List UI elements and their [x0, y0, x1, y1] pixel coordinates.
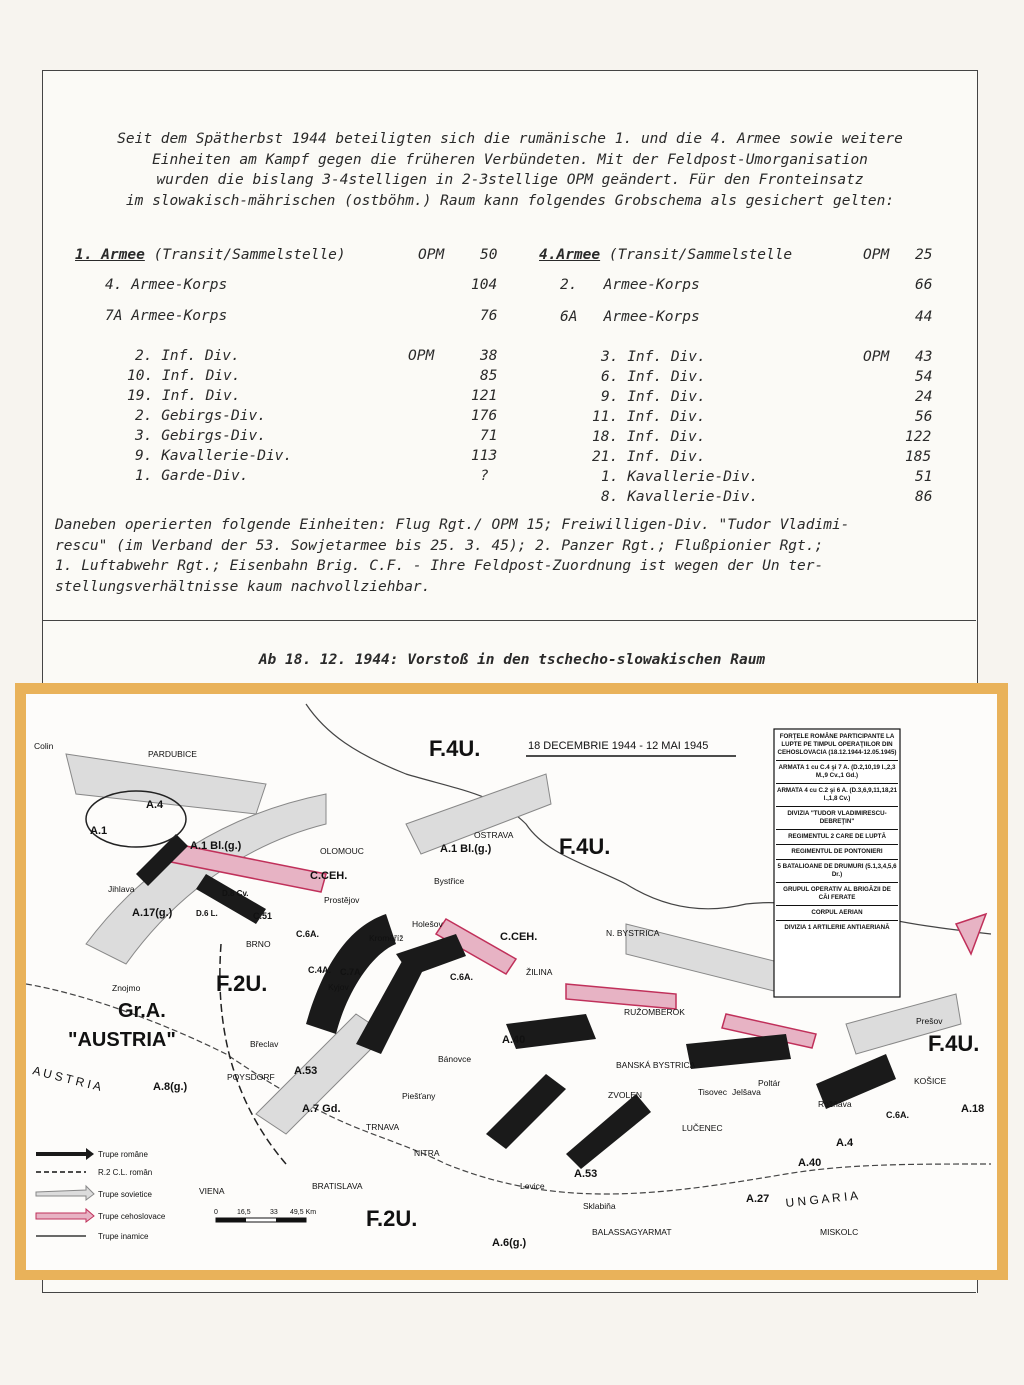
- right-army-num: 25: [915, 247, 933, 263]
- left-div-num: ?: [480, 468, 489, 484]
- left-corps-label: 7A Armee-Korps: [105, 308, 228, 324]
- front-label: F.4U.: [429, 736, 481, 761]
- legend-title: FORŢELE ROMÂNE PARTICIPANTE LA LUPTE PE TIMPUL OPERAŢIILOR DIN CEHOSLOVACIA (18.12.1944-12.05.1945): [776, 731, 898, 761]
- city-label: Jihlava: [108, 884, 135, 894]
- front-label: F.2U.: [216, 971, 268, 996]
- city-label: Prešov: [916, 1016, 943, 1026]
- city-label: Prostějov: [324, 895, 360, 905]
- legend-item: ARMATA 4 cu C.2 şi 6 A. (D.3,6,9,11,18,21 I.,1,8 Cv.): [776, 784, 898, 807]
- unit-label: A.7 Gd.: [302, 1103, 341, 1115]
- left-div-label: 3. Gebirgs-Div.: [135, 428, 266, 444]
- left-div-num: 113: [471, 448, 498, 464]
- city-label: Jelšava: [732, 1087, 761, 1097]
- city-label: NITRA: [414, 1148, 440, 1158]
- left-div-num: 85: [480, 368, 498, 384]
- soviet-arrow: [66, 754, 266, 814]
- right-div-opm: OPM: [863, 349, 890, 365]
- unit-label: A.27: [746, 1193, 770, 1205]
- right-div-num: 51: [915, 469, 933, 485]
- unit-label: A.17(g.): [132, 907, 173, 919]
- key-romanian-symbol: [36, 1148, 94, 1160]
- czech-arrow: [956, 914, 986, 954]
- unit-label: A.40: [798, 1157, 822, 1169]
- right-corps-num: 44: [915, 309, 933, 325]
- section-divider: [42, 620, 976, 621]
- city-label: BANSKÁ BYSTRICA: [616, 1060, 696, 1070]
- left-div-label: 2. Inf. Div.: [135, 348, 240, 364]
- city-label: KOŠICE: [914, 1076, 947, 1086]
- unit-label: A.53: [294, 1065, 318, 1077]
- map-caption: Ab 18. 12. 1944: Vorstoß in den tschecho-slowakischen Raum: [258, 652, 766, 668]
- city-label: BRNO: [246, 939, 271, 949]
- city-label: Bánovce: [438, 1054, 472, 1064]
- key-czech-symbol: [36, 1209, 94, 1222]
- unit-label: A.1: [90, 825, 108, 837]
- city-label: N. BYSTRICA: [606, 928, 660, 938]
- right-div-label: 6. Inf. Div.: [601, 369, 706, 385]
- left-div-label: 9. Kavallerie-Div.: [135, 448, 293, 464]
- country-label: "AUSTRIA": [68, 1029, 176, 1051]
- intro-paragraph: [43, 129, 977, 211]
- left-div-num: 121: [471, 388, 498, 404]
- after-line: 1. Luftabwehr Rgt.; Eisenbahn Brig. C.F. - Ihre Feldpost-Zuordnung ist wegen der Un ter-: [55, 558, 824, 574]
- right-div-num: 122: [905, 429, 932, 445]
- scale-tick: 16,5: [237, 1209, 251, 1216]
- unit-label: A.4: [836, 1137, 854, 1149]
- legend-item: REGIMENTUL 2 CARE DE LUPTĂ: [776, 830, 898, 845]
- czech-arrow: [566, 984, 676, 1009]
- legend-item: 5 BATALIOANE DE DRUMURI (5.1,3,4,5,6 Dr.): [776, 860, 898, 883]
- right-corps-label: 6A Armee-Korps: [560, 309, 700, 325]
- romanian-arrow: [686, 1034, 791, 1069]
- scale-tick: 49,5 Km: [290, 1209, 317, 1216]
- city-label: Znojmo: [112, 983, 141, 993]
- city-label: ZVOLEN: [608, 1090, 643, 1100]
- intro-line: im slowakisch-mährischen (ostböhm.) Raum kann folgendes Grobschema als gesichert gelten:: [125, 192, 895, 209]
- scale-bar: [214, 1209, 316, 1222]
- unit-label: D.6 L.: [196, 909, 218, 918]
- scale-tick: 33: [270, 1209, 278, 1216]
- country-label: Gr.A.: [118, 1000, 166, 1022]
- key-label: Trupe inamice: [98, 1232, 149, 1241]
- city-label: BRATISLAVA: [312, 1181, 363, 1191]
- right-army-note: (Transit/Sammelstelle: [600, 247, 793, 263]
- unit-label: A.53: [574, 1168, 598, 1180]
- city-label: PARDUBICE: [148, 749, 197, 759]
- city-label: Kroměříž: [369, 933, 404, 943]
- legend-item: CORPUL AERIAN: [776, 906, 898, 921]
- unit-label: A.4: [146, 799, 164, 811]
- key-label: R.2 C.L. român: [98, 1168, 153, 1177]
- after-line: rescu" (im Verband der 53. Sowjetarmee bis 25. 3. 45); 2. Panzer Rgt.; Flußpionier Rgt.;: [55, 537, 824, 554]
- right-army-opm: OPM: [863, 247, 890, 263]
- date-banner: 18 DECEMBRIE 1944 - 12 MAI 1945: [528, 740, 709, 752]
- city-label: Tisovec: [698, 1087, 727, 1097]
- city-label: LUČENEC: [682, 1123, 723, 1133]
- city-label: Colin: [34, 741, 54, 751]
- unit-label: C.6A.: [450, 972, 474, 982]
- right-div-label: 1. Kavallerie-Div.: [601, 469, 759, 485]
- page-bottom-rule: [42, 1292, 976, 1293]
- city-label: Sklabiňa: [583, 1201, 616, 1211]
- unit-label: C.7A: [340, 967, 361, 977]
- unit-label: A.40: [502, 1034, 526, 1046]
- soviet-arrow: [406, 774, 551, 854]
- left-div-label: 1. Garde-Div.: [135, 468, 249, 484]
- right-div-label: 9. Inf. Div.: [601, 389, 706, 405]
- campaign-map: [26, 694, 997, 1270]
- right-div-label: 18. Inf. Div.: [592, 429, 706, 445]
- left-army-heading: [75, 247, 346, 263]
- unit-label: A.1 Bl.(g.): [190, 840, 242, 852]
- city-label: Holešov: [412, 919, 443, 929]
- left-div-num: 71: [480, 428, 498, 444]
- right-div-label: 3. Inf. Div.: [601, 349, 706, 365]
- after-line: stellungsverhältnisse kaum nachvollziehbar.: [55, 578, 431, 595]
- legend-item: ARMATA 1 cu C.4 şi 7 A. (D.2,10,19 I.,2,3 M.,9 Cv.,1 Gd.): [776, 761, 898, 784]
- left-div-num: 176: [471, 408, 498, 424]
- city-label: OLOMOUC: [320, 846, 364, 856]
- legend-item: GRUPUL OPERATIV AL BRIGĂZII DE CĂI FERATE: [776, 883, 898, 906]
- left-corps-num: 104: [471, 277, 498, 293]
- left-div-num: 38: [480, 348, 498, 364]
- unit-label: C.CEH.: [500, 931, 538, 943]
- city-label: ŽILINA: [526, 967, 553, 977]
- left-army-note: (Transit/Sammelstelle): [144, 247, 346, 263]
- left-army-name: 1. Armee: [75, 247, 145, 263]
- left-div-label: 2. Gebirgs-Div.: [135, 408, 266, 424]
- right-army-heading: [539, 247, 792, 263]
- key-label: Trupe sovietice: [98, 1190, 152, 1199]
- city-label: TRNAVA: [366, 1122, 400, 1132]
- city-label: Piešťany: [402, 1091, 436, 1101]
- right-div-num: 86: [915, 489, 933, 505]
- front-label: F.2U.: [366, 1206, 418, 1231]
- city-label: OSTRAVA: [474, 830, 514, 840]
- city-label: Břeclav: [250, 1039, 279, 1049]
- unit-label: C.6A.: [886, 1110, 910, 1120]
- city-label: Bystřice: [434, 876, 465, 886]
- front-label: F.4U.: [559, 834, 611, 859]
- city-label: RUŽOMBEROK: [624, 1007, 685, 1017]
- unit-label: A.6(g.): [492, 1237, 527, 1249]
- city-label: Poltár: [758, 1078, 781, 1088]
- forces-legend: [774, 729, 900, 997]
- right-div-num: 24: [915, 389, 933, 405]
- intro-line: Seit dem Spätherbst 1944 beteiligten sich die rumänische 1. und die 4. Armee sowie weitere: [117, 131, 903, 147]
- unit-label: A.8(g.): [153, 1081, 188, 1093]
- key-soviet-symbol: [36, 1186, 94, 1200]
- city-label: VIENA: [199, 1186, 225, 1196]
- after-line: Daneben operierten folgende Einheiten: Flug Rgt./ OPM 15; Freiwilligen-Div. "Tudor Vladimi-: [55, 517, 850, 533]
- right-div-label: 11. Inf. Div.: [592, 409, 706, 425]
- city-label: MISKOLC: [820, 1227, 859, 1237]
- legend-item: REGIMENTUL DE PONTONIERI: [776, 845, 898, 860]
- right-corps-num: 66: [915, 277, 933, 293]
- legend-item: DIVIZIA "TUDOR VLADIMIRESCU-DEBREŢIN": [776, 807, 898, 830]
- key-label: Trupe române: [98, 1150, 148, 1159]
- romanian-arrow: [566, 1094, 651, 1169]
- right-army-name: 4.Armee: [539, 247, 601, 263]
- right-div-num: 54: [915, 369, 933, 385]
- unit-label: D.8 Cv.: [222, 889, 249, 898]
- city-label: POYSDORF: [227, 1072, 275, 1082]
- country-label: U N G A R I A: [784, 1188, 859, 1210]
- city-label: BALASSAGYARMAT: [592, 1227, 672, 1237]
- left-corps-num: 76: [480, 308, 498, 324]
- country-label: A U S T R I A: [31, 1063, 103, 1094]
- scale-tick: 0: [214, 1209, 218, 1216]
- left-army-num: 50: [480, 247, 498, 263]
- right-corps-label: 2. Armee-Korps: [560, 277, 700, 293]
- front-label: F.4U.: [928, 1031, 980, 1056]
- unit-label: A.18: [961, 1103, 985, 1115]
- unit-label: C.4A.: [308, 965, 332, 975]
- left-div-label: 19. Inf. Div.: [127, 388, 241, 404]
- left-corps-label: 4. Armee-Korps: [105, 277, 228, 293]
- legend-item: DIVIZIA 1 ARTILERIE ANTIAERIANĂ: [784, 924, 890, 931]
- right-div-num: 185: [905, 449, 932, 465]
- intro-line: Einheiten am Kampf gegen die früheren Verbündeten. Mit der Feldpost-Umorganisation: [152, 151, 868, 168]
- intro-line: wurden die bislang 3-4stelligen in 2-3stellige OPM geändert. Für den Fronteinsatz: [156, 172, 864, 188]
- left-army-opm: OPM: [418, 247, 445, 263]
- unit-label: C.51: [253, 911, 273, 921]
- unit-label: C.CEH.: [310, 870, 348, 882]
- romanian-arrow: [486, 1074, 566, 1149]
- right-div-label: 8. Kavallerie-Div.: [601, 489, 759, 505]
- map-svg: [26, 694, 997, 1270]
- map-key: [36, 1148, 166, 1241]
- unit-label: A.1 Bl.(g.): [440, 843, 492, 855]
- other-units-paragraph: [55, 515, 975, 597]
- key-label: Trupe cehoslovace: [98, 1212, 166, 1221]
- right-div-num: 43: [915, 349, 933, 365]
- city-label: Rožňava: [818, 1099, 852, 1109]
- city-label: Levice: [520, 1181, 545, 1191]
- right-div-label: 21. Inf. Div.: [592, 449, 706, 465]
- left-div-opm: OPM: [408, 348, 435, 364]
- city-label: Kyjov: [328, 982, 349, 992]
- left-div-label: 10. Inf. Div.: [127, 368, 241, 384]
- right-div-num: 56: [915, 409, 933, 425]
- unit-label: C.6A.: [296, 929, 320, 939]
